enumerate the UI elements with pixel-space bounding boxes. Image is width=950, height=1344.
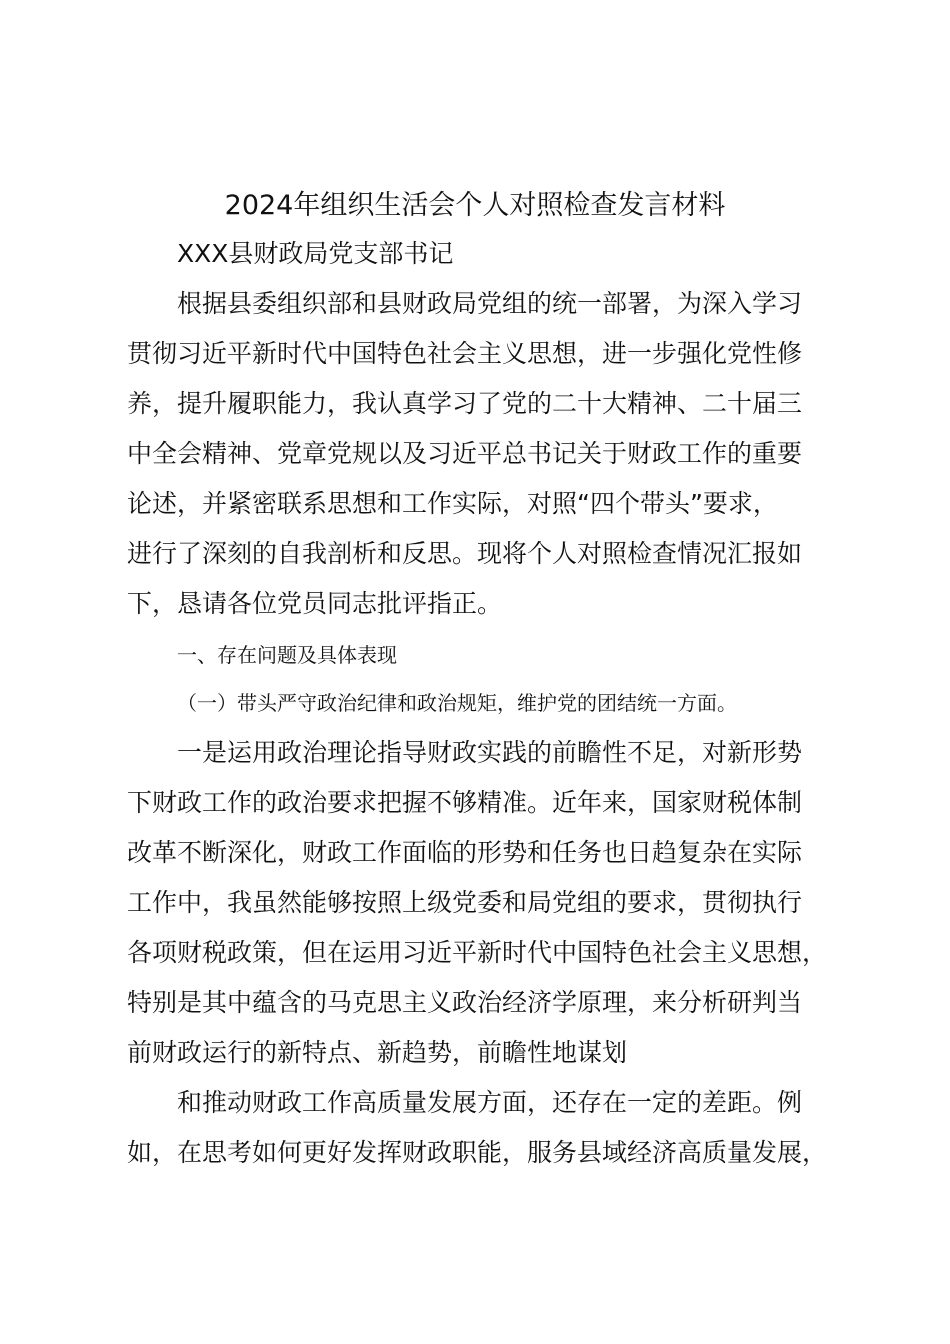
paragraph-1-line: 下，恳请各位党员同志批评指正。 [127, 589, 503, 618]
subsection-heading: （一）带头严守政治纪律和政治规矩，维护党的团结统一方面。 [177, 691, 737, 715]
paragraph-1-line: 养，提升履职能力，我认真学习了党的二十大精神、二十届三 [127, 389, 803, 418]
paragraph-2-line: 特别是其中蕴含的马克思主义政治经济学原理，来分析研判当 [127, 988, 803, 1017]
paragraph-1-line: 中全会精神、党章党规以及习近平总书记关于财政工作的重要 [127, 439, 803, 468]
author-line: XXX县财政局党支部书记 [177, 239, 454, 268]
paragraph-1-line: 进行了深刻的自我剖析和反思。现将个人对照检查情况汇报如 [127, 539, 803, 568]
document-title: 2024年组织生活会个人对照检查发言材料 [224, 190, 726, 221]
paragraph-2-line: 各项财税政策，但在运用习近平新时代中国特色社会主义思想， [127, 938, 828, 967]
paragraph-2-line: 前财政运行的新特点、新趋势，前瞻性地谋划 [127, 1038, 628, 1067]
section-heading: 一、存在问题及具体表现 [177, 643, 397, 667]
paragraph-1-line: 根据县委组织部和县财政局党组的统一部署，为深入学习 [177, 289, 803, 318]
paragraph-1-line: 贯彻习近平新时代中国特色社会主义思想，进一步强化党性修 [127, 339, 803, 368]
paragraph-3-line: 和推动财政工作高质量发展方面，还存在一定的差距。例 [177, 1088, 803, 1117]
paragraph-1-line: 论述，并紧密联系思想和工作实际，对照“四个带头”要求， [127, 489, 778, 518]
paragraph-2-line: 下财政工作的政治要求把握不够精准。近年来，国家财税体制 [127, 788, 803, 817]
paragraph-3-line: 如，在思考如何更好发挥财政职能，服务县域经济高质量发展， [127, 1138, 828, 1167]
paragraph-2-line: 一是运用政治理论指导财政实践的前瞻性不足，对新形势 [177, 738, 803, 767]
paragraph-2-line: 工作中，我虽然能够按照上级党委和局党组的要求，贯彻执行 [127, 888, 803, 917]
paragraph-2-line: 改革不断深化，财政工作面临的形势和任务也日趋复杂在实际 [127, 838, 803, 867]
